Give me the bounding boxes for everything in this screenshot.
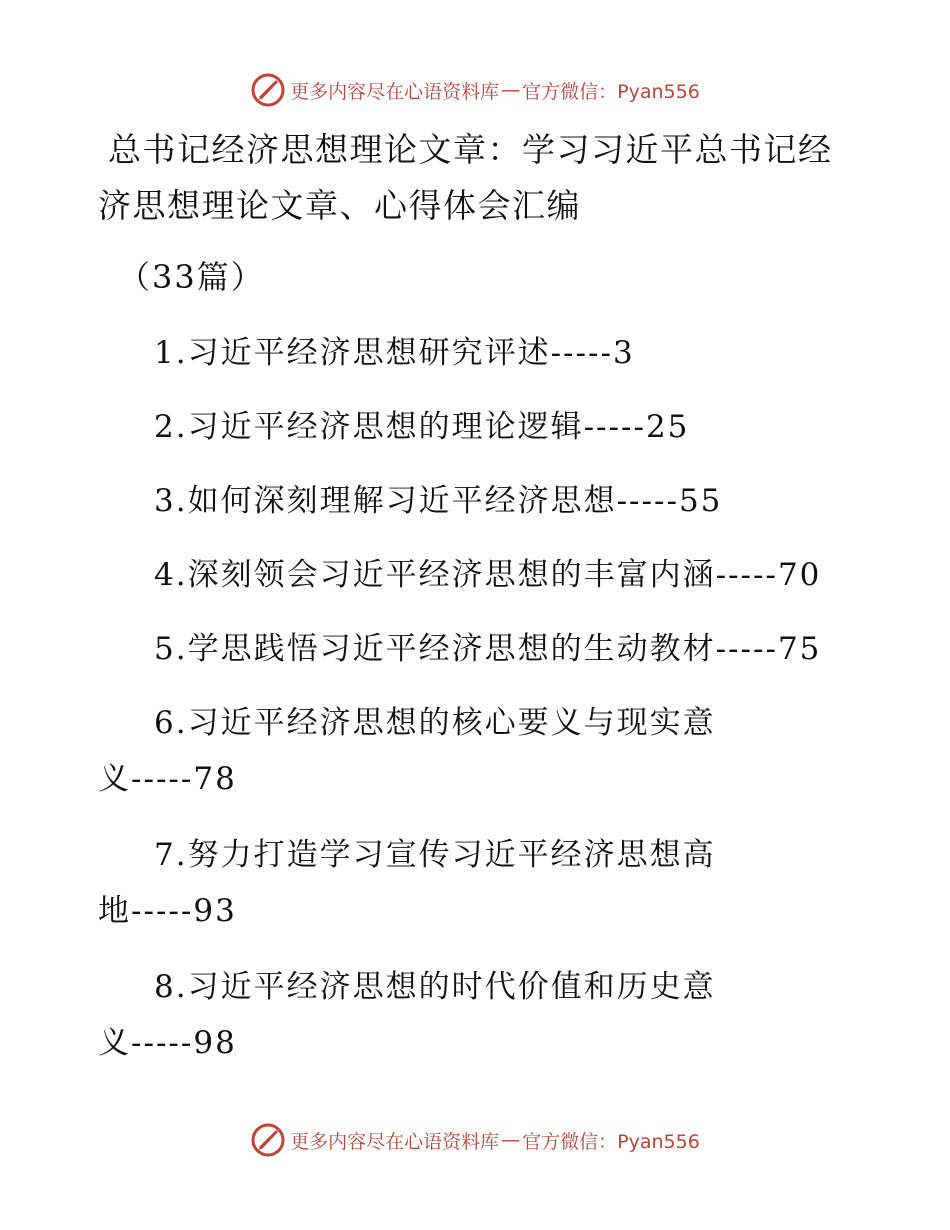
toc-item: 1.习近平经济思想研究评述-----3 bbox=[154, 335, 635, 371]
toc-item: 4.深刻领会习近平经济思想的丰富内涵-----70 bbox=[154, 557, 822, 593]
watermark-main-text: 更多内容尽在心语资料库 bbox=[290, 1130, 500, 1153]
quill-logo-icon bbox=[250, 72, 286, 108]
document-title bbox=[98, 122, 858, 234]
watermark-wechat-text: 官方微信：Pyan556 bbox=[522, 1130, 700, 1153]
quill-logo-icon bbox=[250, 1122, 286, 1158]
title-line-1: 总书记经济思想理论文章：学习习近平总书记经 bbox=[108, 130, 833, 169]
article-count: （33篇） bbox=[118, 258, 265, 296]
watermark-separator: — bbox=[501, 1129, 521, 1151]
toc-item: 3.如何深刻理解习近平经济思想-----55 bbox=[154, 483, 723, 519]
watermark-footer bbox=[0, 1120, 950, 1160]
watermark-wechat-text: 官方微信：Pyan556 bbox=[522, 80, 700, 103]
table-of-contents bbox=[98, 325, 878, 1091]
toc-item: 5.学思践悟习近平经济思想的生动教材-----75 bbox=[154, 631, 822, 667]
watermark-header bbox=[0, 70, 950, 110]
watermark-main-text: 更多内容尽在心语资料库 bbox=[290, 80, 500, 103]
toc-item: 2.习近平经济思想的理论逻辑-----25 bbox=[154, 409, 690, 445]
watermark-separator: — bbox=[501, 79, 521, 101]
toc-item: 6.习近平经济思想的核心要义与现实意义-----78 bbox=[98, 705, 716, 797]
title-line-2: 济思想理论文章、心得体会汇编 bbox=[98, 186, 581, 225]
toc-item: 8.习近平经济思想的时代价值和历史意义-----98 bbox=[98, 969, 716, 1061]
toc-item: 7.努力打造学习宣传习近平经济思想高地-----93 bbox=[98, 837, 716, 929]
